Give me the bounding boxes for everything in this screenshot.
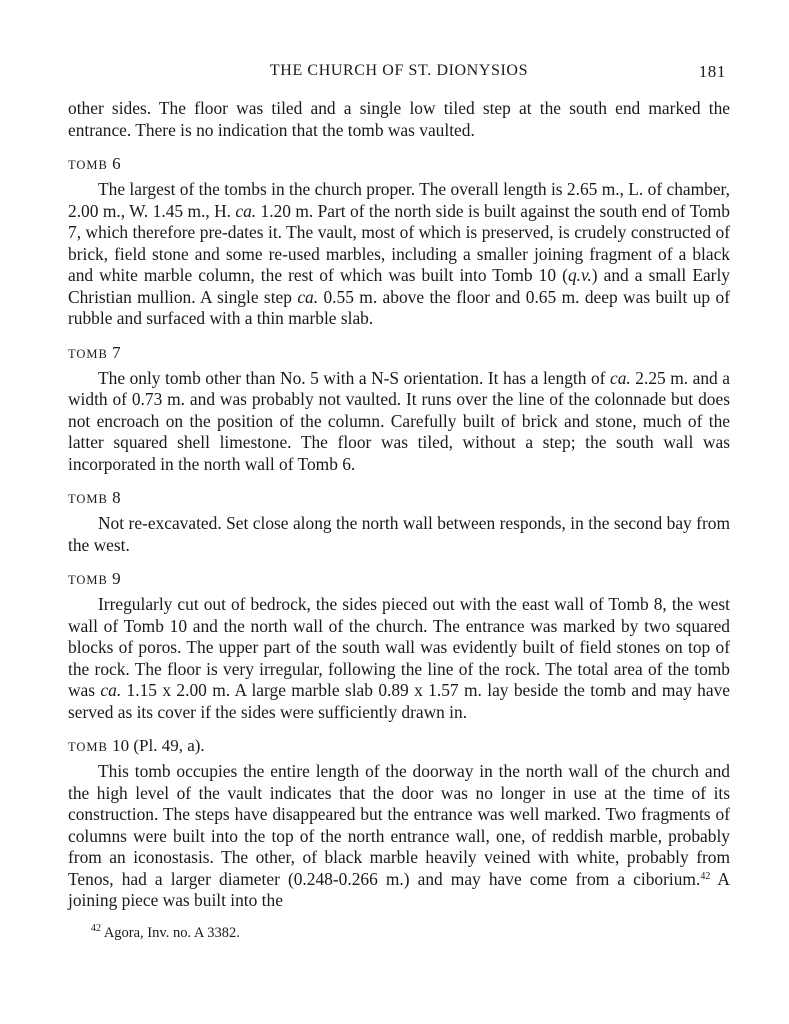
italic-term: ca.: [297, 286, 319, 307]
tomb-7-paragraph: [68, 368, 730, 476]
text-run: ) and a small Early Christian mullion. A single step: [68, 265, 730, 307]
section-heading-tomb-10: [68, 735, 730, 758]
text-run: A joining piece was built into the: [68, 868, 730, 910]
running-head: [68, 56, 730, 90]
text-run: Not re-excavated. Set close along the north wall between responds, in the second bay from the west.: [68, 513, 730, 555]
footnote-text: Agora, Inv. no. A 3382.: [101, 924, 240, 941]
section-number: 10: [112, 736, 130, 755]
text-run: 1.20 m. Part of the north side is built against the south end of Tomb 7, which therefore pre-dates it. The vault, most of which is preserved, is crudely constructed of brick, field stone and some re-used marbles, including a smaller joining fragment of a black and white marble column, the rest of which was built into Tomb 10 (: [68, 200, 730, 285]
intro-paragraph: other sides. The floor was tiled and a single low tiled step at the south end marked the entrance. There is no indication that the tomb was vaulted.: [68, 98, 730, 140]
text-run: The largest of the tombs in the church proper. The overall length is 2.65 m., L. of chamber, 2.00 m., W. 1.45 m., H.: [68, 179, 730, 221]
section-number: 8: [112, 488, 121, 507]
running-title: THE CHURCH OF ST. DIONYSIOS: [269, 62, 529, 79]
section-label: TOMB: [68, 573, 108, 587]
section-suffix: (Pl. 49, a).: [129, 736, 205, 755]
page-number: 181: [698, 62, 726, 81]
footnote-ref: 42: [700, 870, 711, 882]
tomb-6-paragraph: [68, 179, 730, 330]
section-heading-tomb-8: [68, 487, 730, 510]
footnote: [68, 924, 730, 942]
section-heading-tomb-7: [68, 342, 730, 365]
tomb-9-paragraph: [68, 594, 730, 723]
italic-term: ca.: [609, 367, 631, 388]
text-run: This tomb occupies the entire length of the doorway in the north wall of the church and the high level of the vault indicates that the door was no longer in use at the time of its construction. The steps have disappeared but the entrance was well marked. Two fragments of columns were built into the top of the north entrance wall, one, of reddish marble, probably from an iconostasis. The other, of black marble heavily veined with white, probably from Tenos, had a larger diameter (0.248-0.266 m.) and may have come from a ciborium.: [68, 761, 730, 889]
section-heading-tomb-6: [68, 153, 730, 176]
section-number: 9: [112, 569, 121, 588]
document-page: [68, 56, 730, 942]
section-label: TOMB: [68, 492, 108, 506]
section-label: TOMB: [68, 158, 108, 172]
text-run: 1.15 x 2.00 m. A large marble slab 0.89 x 1.57 m. lay beside the tomb and may have served as its cover if the sides were sufficiently drawn in.: [68, 680, 730, 722]
tomb-8-paragraph: [68, 513, 730, 556]
section-label: TOMB: [68, 740, 108, 754]
text-run: 2.25 m. and a width of 0.73 m. and was probably not vaulted. It runs over the line of the colonnade but does not encroach on the position of the column. Carefully built of brick and stone, much of the latter squared shell limestone. The floor was tiled, without a step; the south wall was incorporated in the north wall of Tomb 6.: [68, 367, 731, 474]
italic-term: ca.: [235, 200, 257, 221]
tomb-10-paragraph: [68, 761, 730, 912]
italic-term: q.v.: [567, 265, 592, 285]
section-heading-tomb-9: [68, 568, 730, 591]
section-number: 6: [112, 154, 121, 173]
footnote-marker: 42: [91, 922, 101, 934]
text-run: Irregularly cut out of bedrock, the sides pieced out with the east wall of Tomb 8, the west wall of Tomb 10 and the north wall of the church. The entrance was marked by two squared blocks of poros. The upper part of the south wall was evidently built of field stones on top of the rock. The floor is very irregular, following the line of the rock. The total area of the tomb was: [68, 594, 730, 700]
text-run: 0.55 m. above the floor and 0.65 m. deep was built up of rubble and surfaced with a thin marble slab.: [68, 286, 730, 328]
italic-term: ca.: [100, 680, 122, 700]
section-label: TOMB: [68, 346, 108, 361]
text-run: The only tomb other than No. 5 with a N-S orientation. It has a length of: [98, 367, 610, 388]
section-number: 7: [112, 342, 121, 362]
